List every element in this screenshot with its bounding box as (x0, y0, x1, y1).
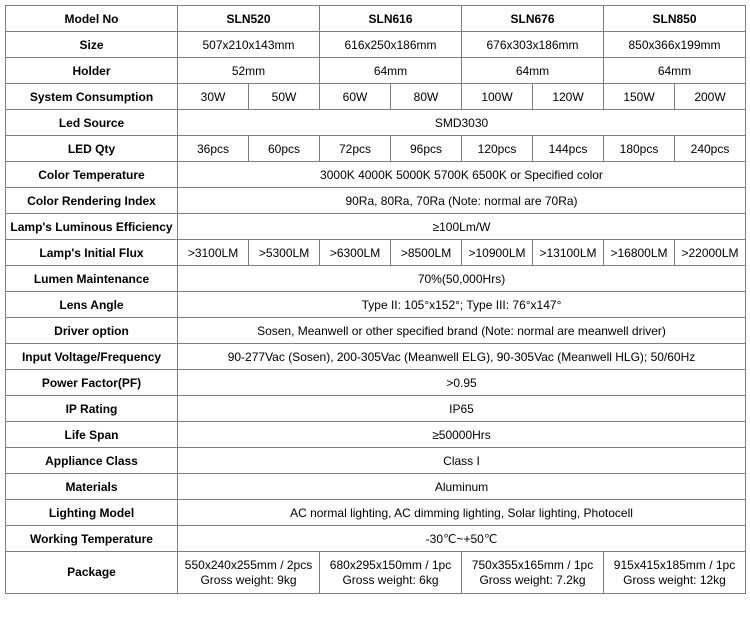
flux-value: >13100LM (533, 240, 604, 266)
package-cell (320, 552, 462, 594)
row-label: Input Voltage/Frequency (6, 344, 178, 370)
flux-value: >5300LM (249, 240, 320, 266)
package-dimensions: 750x355x165mm / 1pc (471, 557, 594, 572)
consumption-value: 150W (604, 84, 675, 110)
model-name: SLN616 (320, 6, 462, 32)
size-value: 676x303x186mm (462, 32, 604, 58)
ip-rating-value: IP65 (178, 396, 746, 422)
row-label: Model No (6, 6, 178, 32)
size-value: 507x210x143mm (178, 32, 320, 58)
row-label: Lighting Model (6, 500, 178, 526)
row-materials (6, 474, 746, 500)
row-label: Power Factor(PF) (6, 370, 178, 396)
row-led-source (6, 110, 746, 136)
package-dimensions: 915x415x185mm / 1pc (613, 557, 736, 572)
size-value: 850x366x199mm (604, 32, 746, 58)
row-lens-angle (6, 292, 746, 318)
row-lumen-maintenance (6, 266, 746, 292)
row-label: Lamp's Luminous Efficiency (6, 214, 178, 240)
package-cell (604, 552, 746, 594)
row-ip-rating (6, 396, 746, 422)
led-qty-value: 36pcs (178, 136, 249, 162)
row-power-factor (6, 370, 746, 396)
lighting-model-value: AC normal lighting, AC dimming lighting, Solar lighting, Photocell (178, 500, 746, 526)
consumption-value: 100W (462, 84, 533, 110)
package-weight: Gross weight: 9kg (200, 572, 297, 587)
row-system-consumption (6, 84, 746, 110)
row-label: Size (6, 32, 178, 58)
flux-value: >3100LM (178, 240, 249, 266)
holder-value: 64mm (462, 58, 604, 84)
row-lighting-model (6, 500, 746, 526)
consumption-value: 50W (249, 84, 320, 110)
led-qty-value: 180pcs (604, 136, 675, 162)
package-weight: Gross weight: 12kg (623, 572, 726, 587)
input-voltage-value: 90-277Vac (Sosen), 200-305Vac (Meanwell ELG), 90-305Vac (Meanwell HLG); 50/60Hz (178, 344, 746, 370)
row-working-temperature (6, 526, 746, 552)
row-label: Driver option (6, 318, 178, 344)
row-label: IP Rating (6, 396, 178, 422)
consumption-value: 80W (391, 84, 462, 110)
row-label: Life Span (6, 422, 178, 448)
row-initial-flux (6, 240, 746, 266)
row-label: Working Temperature (6, 526, 178, 552)
working-temperature-value: -30℃~+50℃ (178, 526, 746, 552)
consumption-value: 30W (178, 84, 249, 110)
row-label: Materials (6, 474, 178, 500)
holder-value: 64mm (320, 58, 462, 84)
row-label: Color Rendering Index (6, 188, 178, 214)
row-size (6, 32, 746, 58)
row-label: LED Qty (6, 136, 178, 162)
row-holder (6, 58, 746, 84)
consumption-value: 60W (320, 84, 391, 110)
row-label: Lens Angle (6, 292, 178, 318)
row-label: Lamp's Initial Flux (6, 240, 178, 266)
model-name: SLN850 (604, 6, 746, 32)
row-driver-option (6, 318, 746, 344)
driver-option-value: Sosen, Meanwell or other specified brand (Note: normal are meanwell driver) (178, 318, 746, 344)
package-dimensions: 550x240x255mm / 2pcs (184, 557, 313, 572)
led-qty-value: 240pcs (675, 136, 746, 162)
package-weight: Gross weight: 7.2kg (479, 572, 586, 587)
color-temperature-value: 3000K 4000K 5000K 5700K 6500K or Specified color (178, 162, 746, 188)
flux-value: >22000LM (675, 240, 746, 266)
row-led-qty (6, 136, 746, 162)
flux-value: >10900LM (462, 240, 533, 266)
row-label: Package (6, 552, 178, 594)
row-color-temperature (6, 162, 746, 188)
row-color-rendering-index (6, 188, 746, 214)
row-label: Color Temperature (6, 162, 178, 188)
led-qty-value: 96pcs (391, 136, 462, 162)
model-name: SLN676 (462, 6, 604, 32)
lens-angle-value: Type II: 105°x152°; Type III: 76°x147° (178, 292, 746, 318)
cri-value: 90Ra, 80Ra, 70Ra (Note: normal are 70Ra) (178, 188, 746, 214)
row-label: Appliance Class (6, 448, 178, 474)
led-qty-value: 72pcs (320, 136, 391, 162)
materials-value: Aluminum (178, 474, 746, 500)
holder-value: 64mm (604, 58, 746, 84)
size-value: 616x250x186mm (320, 32, 462, 58)
life-span-value: ≥50000Hrs (178, 422, 746, 448)
row-life-span (6, 422, 746, 448)
led-qty-value: 60pcs (249, 136, 320, 162)
package-dimensions: 680x295x150mm / 1pc (329, 557, 452, 572)
header-row (6, 6, 746, 32)
row-appliance-class (6, 448, 746, 474)
spec-table (5, 5, 746, 594)
package-weight: Gross weight: 6kg (342, 572, 439, 587)
row-label: Holder (6, 58, 178, 84)
efficiency-value: ≥100Lm/W (178, 214, 746, 240)
led-qty-value: 120pcs (462, 136, 533, 162)
model-name: SLN520 (178, 6, 320, 32)
package-cell (462, 552, 604, 594)
row-luminous-efficiency (6, 214, 746, 240)
appliance-class-value: Class I (178, 448, 746, 474)
row-label: Led Source (6, 110, 178, 136)
package-cell (178, 552, 320, 594)
lumen-maintenance-value: 70%(50,000Hrs) (178, 266, 746, 292)
flux-value: >6300LM (320, 240, 391, 266)
row-label: System Consumption (6, 84, 178, 110)
row-label: Lumen Maintenance (6, 266, 178, 292)
power-factor-value: >0.95 (178, 370, 746, 396)
flux-value: >16800LM (604, 240, 675, 266)
flux-value: >8500LM (391, 240, 462, 266)
led-source-value: SMD3030 (178, 110, 746, 136)
row-input-voltage (6, 344, 746, 370)
holder-value: 52mm (178, 58, 320, 84)
consumption-value: 200W (675, 84, 746, 110)
led-qty-value: 144pcs (533, 136, 604, 162)
consumption-value: 120W (533, 84, 604, 110)
row-package (6, 552, 746, 594)
